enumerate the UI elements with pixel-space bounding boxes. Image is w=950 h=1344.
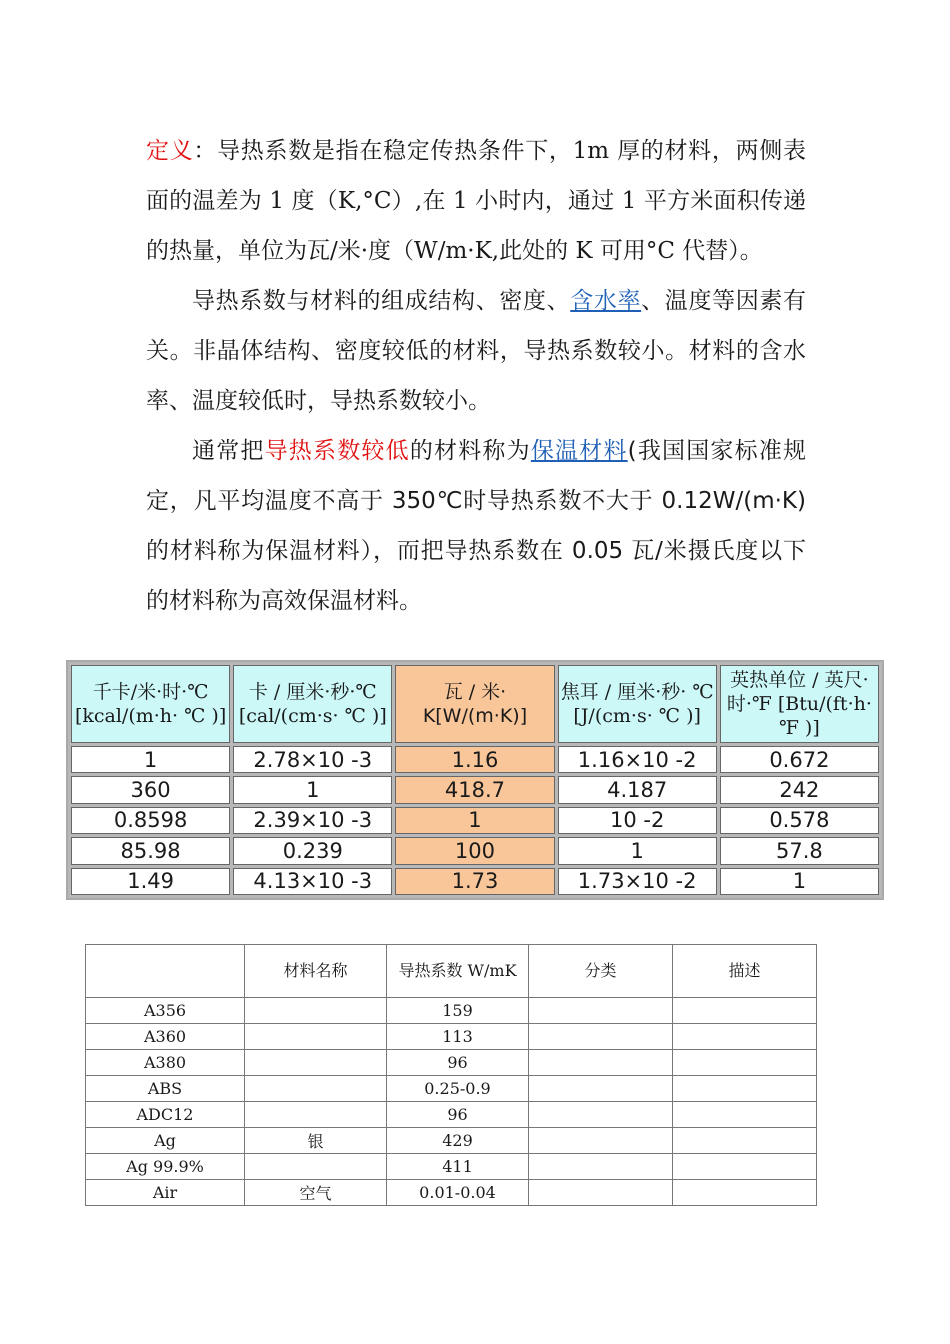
- factors-text-2: 、温度等因素有关。非晶体结构、密度较低的材料，导热系数较小。材料的含水率、温度较低时，导热系数较小。: [146, 288, 807, 414]
- table-cell: 1: [558, 837, 717, 864]
- table-row: [86, 1076, 817, 1102]
- table-cell: 0.239: [233, 837, 392, 864]
- table-cell: [673, 998, 817, 1024]
- table-cell: 0.8598: [71, 807, 230, 834]
- table-cell: 96: [387, 1102, 529, 1128]
- table-cell: 1.16×10 -2: [558, 746, 717, 773]
- table-row: [71, 868, 879, 895]
- table-cell: Air: [86, 1180, 245, 1206]
- table-cell: 0.25-0.9: [387, 1076, 529, 1102]
- table-cell: [529, 1154, 673, 1180]
- definition-paragraph: [146, 126, 806, 276]
- table-cell: [673, 1024, 817, 1050]
- low-conductivity-highlight: 导热系数较低: [264, 438, 410, 464]
- material-header-row: [86, 945, 817, 998]
- table-cell: 2.78×10 -3: [233, 746, 392, 773]
- table-cell: A380: [86, 1050, 245, 1076]
- table-cell: [245, 1102, 387, 1128]
- table-cell: [529, 1024, 673, 1050]
- moisture-content-link[interactable]: 含水率: [570, 288, 642, 314]
- table-cell: [673, 1076, 817, 1102]
- table-cell: Ag 99.9%: [86, 1154, 245, 1180]
- table-cell: [529, 998, 673, 1024]
- table-cell: A360: [86, 1024, 245, 1050]
- table-cell: Ag: [86, 1128, 245, 1154]
- header-cal: 卡 / 厘米·秒·℃ [cal/(cm·s· ℃ )]: [233, 665, 392, 743]
- definition-label: 定义: [146, 138, 194, 164]
- header-watt: 瓦 / 米· K[W/(m·K)]: [395, 665, 554, 743]
- table-cell: [245, 1050, 387, 1076]
- table-row: [86, 1050, 817, 1076]
- factors-text-1: 导热系数与材料的组成结构、密度、: [192, 288, 571, 314]
- table-cell: [529, 1050, 673, 1076]
- table-cell: 0.578: [720, 807, 879, 834]
- table-row: [86, 998, 817, 1024]
- table-cell: 1: [233, 776, 392, 803]
- conversion-header-row: [71, 665, 879, 743]
- material-conductivity-table: [85, 944, 817, 1206]
- table-row: [71, 746, 879, 773]
- unit-conversion-table: [66, 660, 884, 900]
- table-cell: A356: [86, 998, 245, 1024]
- table-cell: 0.672: [720, 746, 879, 773]
- insulation-text-2: 的材料称为: [409, 438, 531, 464]
- table-cell: [673, 1102, 817, 1128]
- table-cell: 银: [245, 1128, 387, 1154]
- table-cell: 113: [387, 1024, 529, 1050]
- definition-text: ：导热系数是指在稳定传热条件下，1m 厚的材料，两侧表面的温差为 1 度（K,°C）,在 1 小时内，通过 1 平方米面积传递的热量，单位为瓦/米·度（W/m·K,此处的 K 可用°C 代替）。: [146, 138, 806, 264]
- table-cell: [245, 1154, 387, 1180]
- table-cell: 2.39×10 -3: [233, 807, 392, 834]
- table-cell: 159: [387, 998, 529, 1024]
- insulation-text-3: (我国国家标准规定，凡平均温度不高于 350℃时导热系数不大于 0.12W/(m·K)的材料称为保温材料），而把导热系数在 0.05 瓦/米摄氏度以下的材料称为高效保温材料。: [146, 438, 807, 614]
- table-cell: [529, 1076, 673, 1102]
- table-cell: 4.13×10 -3: [233, 868, 392, 895]
- header-blank: [86, 945, 245, 998]
- header-material-name: 材料名称: [245, 945, 387, 998]
- table-cell: 96: [387, 1050, 529, 1076]
- table-cell: 1.73: [395, 868, 554, 895]
- header-kcal: 千卡/米·时·℃ [kcal/(m·h· ℃ )]: [71, 665, 230, 743]
- header-joule: 焦耳 / 厘米·秒· ℃ [J/(cm·s· ℃ )]: [558, 665, 717, 743]
- insulation-text-1: 通常把: [192, 438, 265, 464]
- table-cell: 1: [720, 868, 879, 895]
- table-cell: 10 -2: [558, 807, 717, 834]
- table-row: [71, 837, 879, 864]
- table-cell: 1: [71, 746, 230, 773]
- table-cell: [529, 1128, 673, 1154]
- table-cell: 空气: [245, 1180, 387, 1206]
- table-row: [86, 1128, 817, 1154]
- table-cell: 360: [71, 776, 230, 803]
- table-cell: 57.8: [720, 837, 879, 864]
- table-row: [86, 1102, 817, 1128]
- table-cell: 429: [387, 1128, 529, 1154]
- insulation-material-link[interactable]: 保温材料: [530, 438, 628, 464]
- table-cell: [529, 1102, 673, 1128]
- header-btu: 英热单位 / 英尺·时·℉ [Btu/(ft·h· ℉ )]: [720, 665, 879, 743]
- table-cell: 418.7: [395, 776, 554, 803]
- table-cell: 85.98: [71, 837, 230, 864]
- table-cell: ADC12: [86, 1102, 245, 1128]
- table-cell: 242: [720, 776, 879, 803]
- table-cell: ABS: [86, 1076, 245, 1102]
- table-cell: 411: [387, 1154, 529, 1180]
- table-cell: [673, 1180, 817, 1206]
- table-cell: [673, 1154, 817, 1180]
- header-conductivity: 导热系数 W/mK: [387, 945, 529, 998]
- table-cell: 1.49: [71, 868, 230, 895]
- table-cell: [673, 1128, 817, 1154]
- table-cell: [245, 998, 387, 1024]
- table-cell: 100: [395, 837, 554, 864]
- table-cell: 1.16: [395, 746, 554, 773]
- header-description: 描述: [673, 945, 817, 998]
- table-cell: 0.01-0.04: [387, 1180, 529, 1206]
- table-cell: 1.73×10 -2: [558, 868, 717, 895]
- table-row: [86, 1024, 817, 1050]
- table-cell: [245, 1024, 387, 1050]
- table-cell: [673, 1050, 817, 1076]
- table-row: [71, 807, 879, 834]
- table-cell: 1: [395, 807, 554, 834]
- factors-paragraph: [146, 276, 806, 426]
- header-category: 分类: [529, 945, 673, 998]
- table-cell: [529, 1180, 673, 1206]
- table-cell: 4.187: [558, 776, 717, 803]
- table-row: [71, 776, 879, 803]
- insulation-paragraph: [146, 426, 806, 626]
- table-row: [86, 1154, 817, 1180]
- table-cell: [245, 1076, 387, 1102]
- table-row: [86, 1180, 817, 1206]
